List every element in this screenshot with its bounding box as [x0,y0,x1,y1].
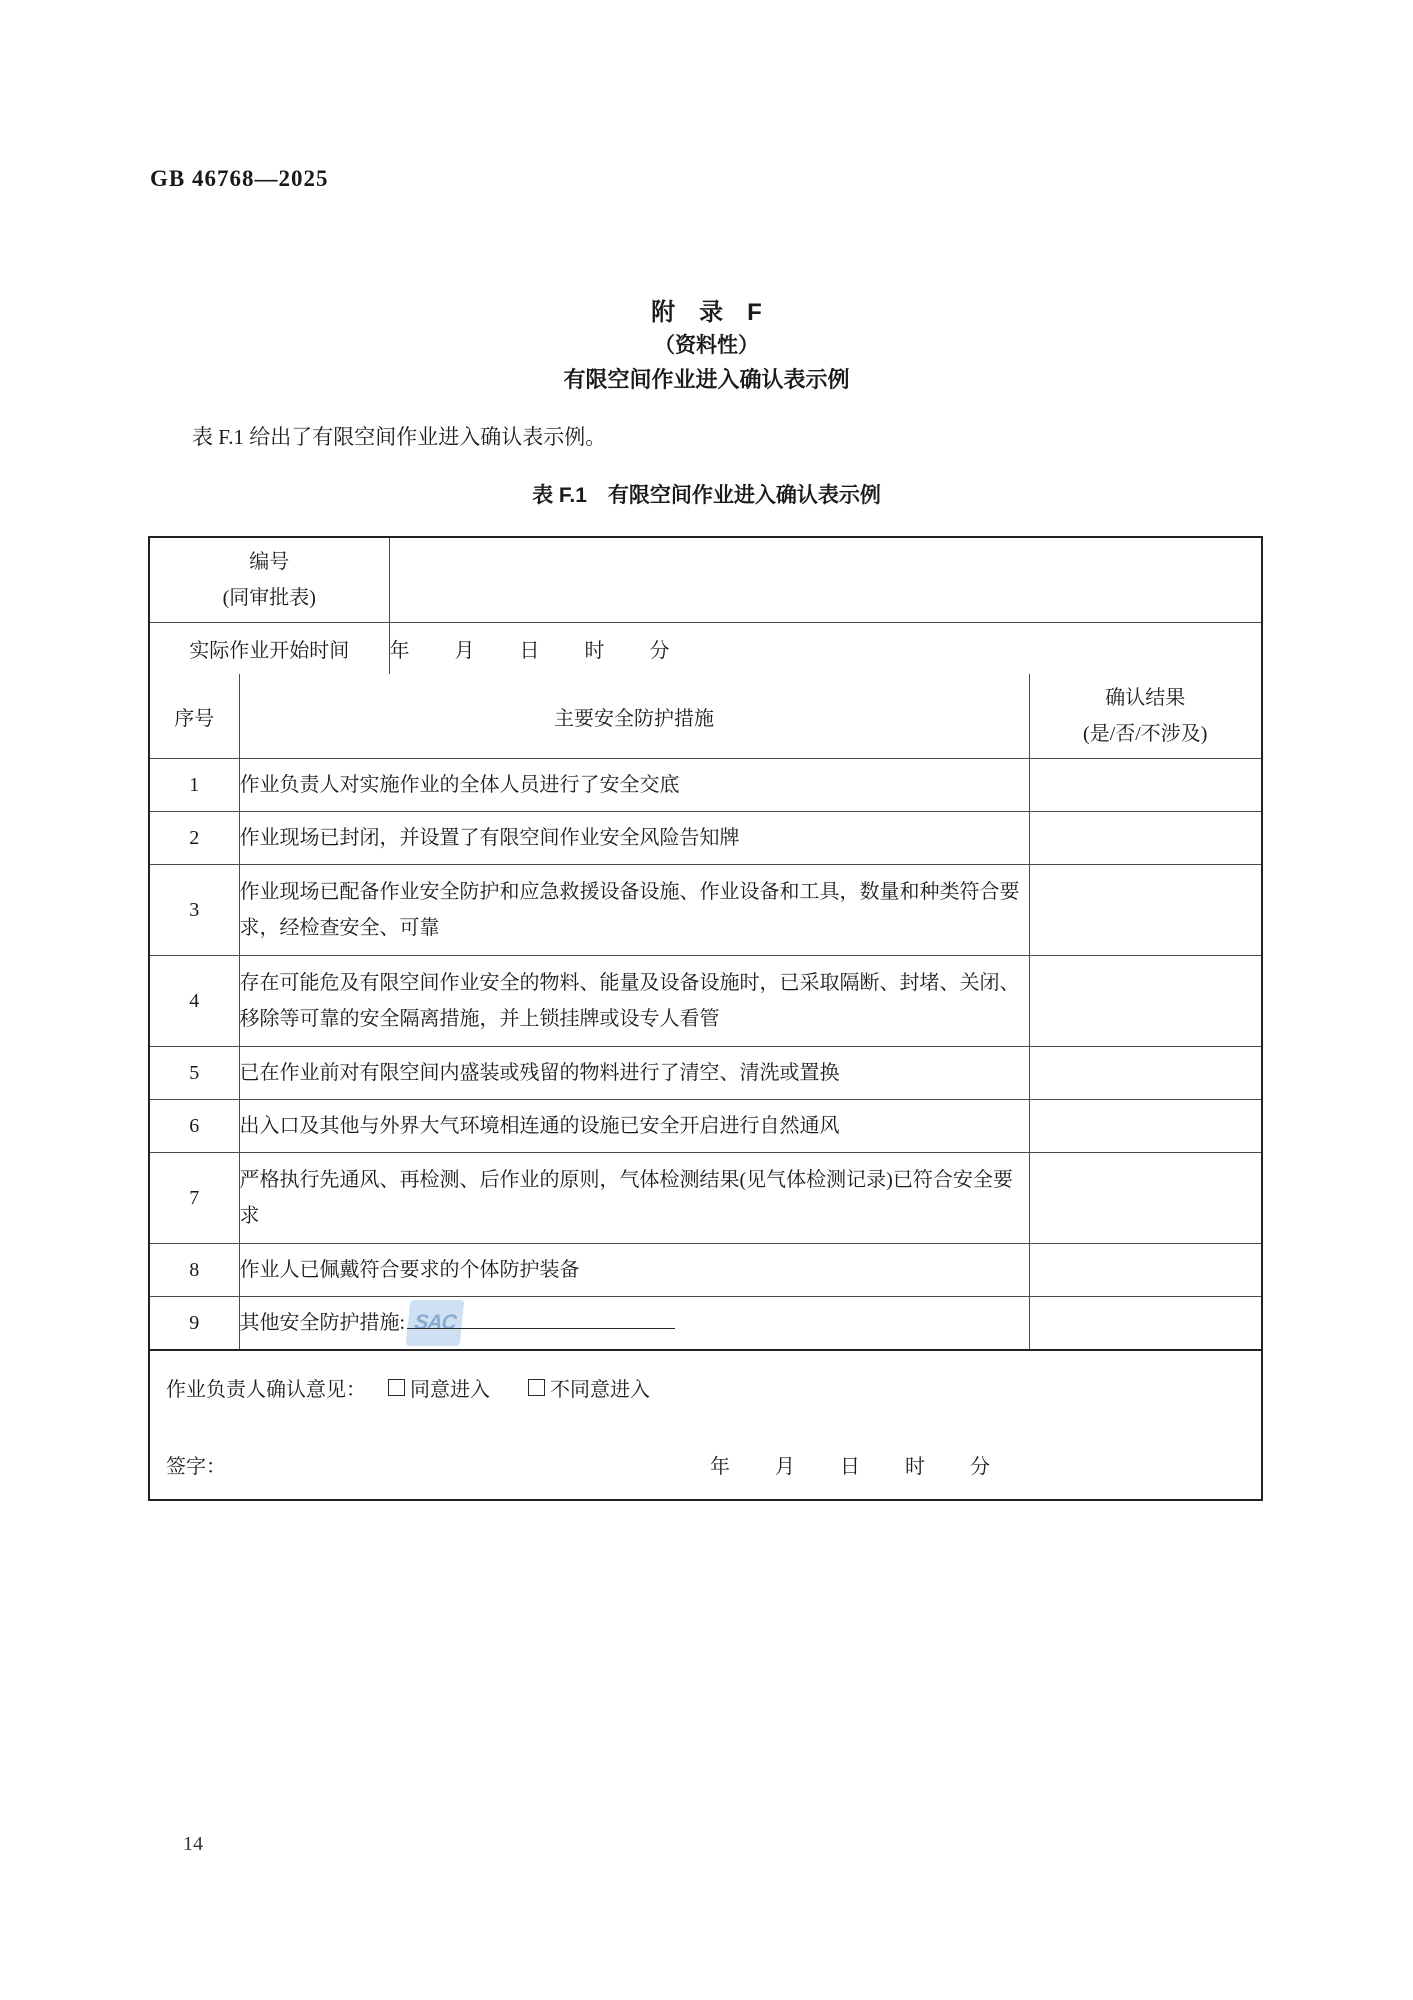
appendix-heading: 有限空间作业进入确认表示例 [563,367,850,392]
row-measure: 出入口及其他与外界大气环境相连通的设施已安全开启进行自然通风 [239,1100,1029,1153]
table-row [150,1244,1261,1297]
start-time-label: 实际作业开始时间 [150,623,389,675]
row-seq: 6 [150,1100,239,1153]
row-measure: 作业现场已封闭，并设置了有限空间作业安全风险告知牌 [239,812,1029,865]
row-result-cell [1029,865,1261,956]
row-seq: 1 [150,759,239,812]
standard-number: GB 46768—2025 [150,166,329,191]
number-label-line1: 编号 [249,551,290,573]
row-measure: 作业现场已配备作业安全防护和应急救援设备设施、作业设备和工具，数量和种类符合要求，经检查安全、可靠 [239,865,1029,956]
row-seq: 5 [150,1047,239,1100]
checkbox-agree-icon [388,1379,405,1396]
row-result-cell [1029,1297,1261,1350]
row-result-cell [1029,956,1261,1047]
row-result-cell [1029,1153,1261,1244]
signature-label: 签字： [166,1456,226,1478]
row-measure: 已在作业前对有限空间内盛装或残留的物料进行了清空、清洗或置换 [239,1047,1029,1100]
header-seq: 序号 [150,674,239,759]
option-agree-label: 同意进入 [410,1379,490,1401]
signature-date: 年 月 日 时 分 [710,1456,990,1478]
table-row [150,1153,1261,1244]
appendix-subtitle: （资料性） [654,334,759,357]
table-row [150,956,1261,1047]
number-label-line2: (同审批表) [222,587,316,609]
header-result [1029,674,1261,759]
header-result-line2: (是/否/不涉及) [1083,723,1208,745]
confirm-line [166,1373,688,1402]
row-seq: 7 [150,1153,239,1244]
row-seq: 8 [150,1244,239,1297]
appendix-title: 附 录 F [651,299,762,326]
checkbox-disagree-icon [528,1379,545,1396]
row-seq: 4 [150,956,239,1047]
row-seq: 2 [150,812,239,865]
row-measure: 作业负责人对实施作业的全体人员进行了安全交底 [239,759,1029,812]
row-result-cell [1029,759,1261,812]
row-result-cell [1029,1244,1261,1297]
row-result-cell [1029,1100,1261,1153]
table-row [150,1100,1261,1153]
table-row [150,812,1261,865]
row-result-cell [1029,1047,1261,1100]
table-header-row [150,674,1261,759]
confirm-label: 作业负责人确认意见： [166,1379,366,1401]
row-measure: 存在可能危及有限空间作业安全的物料、能量及设备设施时，已采取隔断、封堵、关闭、移除等可靠的安全隔离措施，并上锁挂牌或设专人看管 [239,956,1029,1047]
number-label-cell [150,538,389,623]
row-measure-other [239,1297,1029,1350]
table-row [150,865,1261,956]
sac-watermark: SAC [405,1300,464,1346]
table-row [150,1047,1261,1100]
form-top-section [150,538,1261,674]
start-time-value: 年 月 日 时 分 [389,623,1261,675]
row-measure: 严格执行先通风、再检测、后作业的原则，气体检测结果(见气体检测记录)已符合安全要求 [239,1153,1029,1244]
table-caption: 表 F.1 有限空间作业进入确认表示例 [532,484,881,507]
option-disagree [528,1373,650,1402]
row-seq: 9 [150,1297,239,1350]
table-row [150,623,1261,675]
table-row [150,538,1261,623]
table-row [150,759,1261,812]
fill-in-line [407,1308,675,1329]
option-disagree-label: 不同意进入 [550,1379,650,1401]
header-measure: 主要安全防护措施 [239,674,1029,759]
header-result-line1: 确认结果 [1105,687,1186,709]
table-row [150,1297,1261,1350]
row-measure: 其他安全防护措施: [239,1312,406,1334]
page-number: 14 [183,1833,203,1855]
entry-confirmation-form [148,536,1263,1501]
option-agree [388,1373,490,1402]
row-measure: 作业人已佩戴符合要求的个体防护装备 [239,1244,1029,1297]
form-confirm-section [150,1349,1261,1499]
form-measures-section [150,674,1261,1349]
number-value-cell [389,538,1261,623]
row-result-cell [1029,812,1261,865]
row-seq: 3 [150,865,239,956]
intro-paragraph: 表 F.1 给出了有限空间作业进入确认表示例。 [192,425,607,449]
